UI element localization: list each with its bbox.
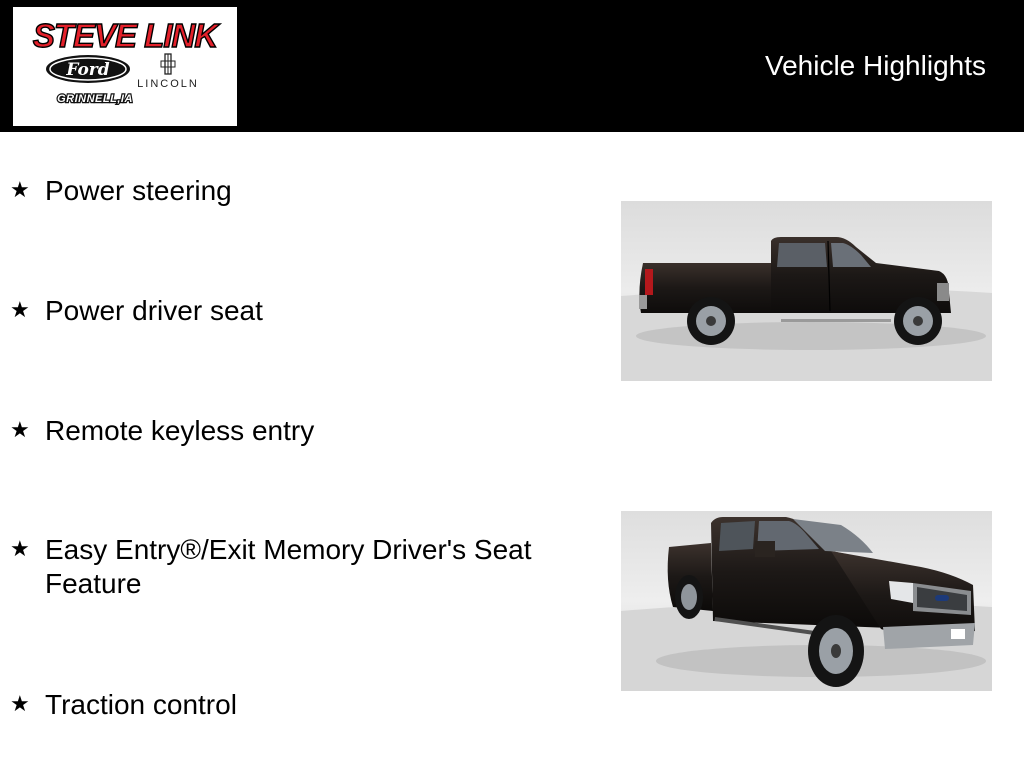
list-item xyxy=(10,414,590,448)
star-icon: ★ xyxy=(10,692,30,717)
lincoln-wordmark: LINCOLN xyxy=(137,78,199,90)
highlight-label: Easy Entry®/Exit Memory Driver's Seat Feature xyxy=(45,534,532,599)
truck-front-quarter-photo xyxy=(621,511,992,691)
star-icon: ★ xyxy=(10,418,30,443)
list-item xyxy=(10,174,590,208)
star-icon: ★ xyxy=(10,537,30,562)
highlight-label: Traction control xyxy=(45,689,237,720)
highlight-label: Remote keyless entry xyxy=(45,415,315,446)
list-item xyxy=(10,533,590,601)
truck-side-view-photo xyxy=(621,201,992,381)
ford-wordmark: Ford xyxy=(66,60,110,80)
list-item xyxy=(10,688,590,722)
highlight-label: Power steering xyxy=(45,175,232,206)
page-title: Vehicle Highlights xyxy=(764,50,986,81)
dealer-name-wordmark: STEVE LINK xyxy=(32,17,218,54)
star-icon: ★ xyxy=(10,178,30,203)
highlight-label: Power driver seat xyxy=(45,295,263,326)
list-item xyxy=(10,294,590,328)
star-icon: ★ xyxy=(10,298,30,323)
dealer-location: GRINNELL,IA xyxy=(57,93,133,105)
